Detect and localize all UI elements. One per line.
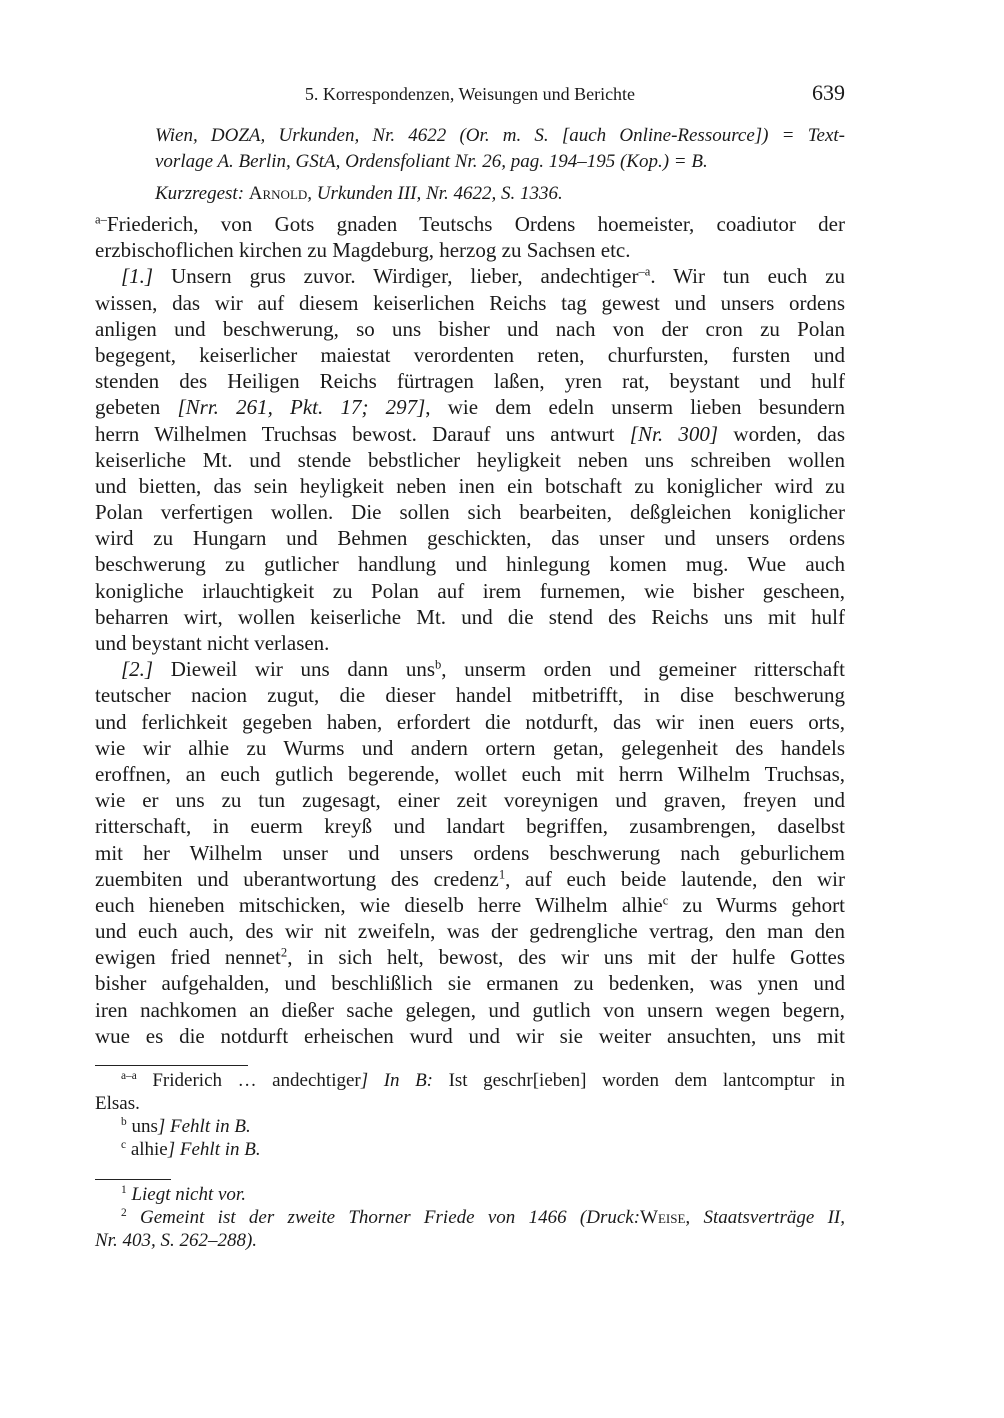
text-line — [95, 970, 845, 996]
text-segment: wue es die notdurft erheischen wurd und wir sie weiter ansuchten, uns mit — [95, 1023, 845, 1048]
text-segment: und bietten, das sein heyligkeit neben inen ein botschaft zu koniglicher wird zu — [95, 473, 845, 498]
text-segment: und beystant nicht verlasen. — [95, 631, 330, 655]
text-line — [155, 150, 845, 176]
text-segment: wird zu Hungarn und Behmen geschickten, das unser und unsers ordens — [95, 526, 845, 551]
note-marker: 2 — [280, 945, 288, 960]
italic-text: ] In B: — [360, 1070, 434, 1091]
text-segment: Friederich, von Gots gnaden Teutschs Ordens hoemeister, coadiutor der — [106, 212, 845, 236]
text-line — [155, 124, 845, 150]
page-number: 639 — [812, 80, 845, 105]
text-line — [95, 1115, 845, 1138]
text-line — [95, 1069, 845, 1092]
text-line — [95, 840, 845, 866]
italic-text: Gemeint ist der zweite Thorner Friede von 1466 (Druck: — [126, 1207, 641, 1228]
text-segment: zu Wurms gehort — [668, 892, 845, 917]
text-segment: anligen und beschwerung, so uns bisher und nach von der cron zu Polan — [95, 316, 845, 341]
italic-text: Nr. 403, S. 262–288). — [95, 1230, 258, 1251]
text-line — [95, 735, 845, 761]
text-segment: . Wir tun euch zu — [650, 264, 845, 289]
text-line — [155, 182, 845, 208]
text-line — [95, 499, 845, 525]
text-line — [95, 1183, 845, 1206]
running-title: 5. Korrespondenzen, Weisungen und Berichte — [304, 84, 636, 104]
italic-text: [Nrr. 261, Pkt. 17; 297] — [177, 395, 426, 420]
text-segment: eroffnen, an euch gutlich begerende, wollet euch mit herrn Wilhelm Truchsas, — [95, 761, 845, 786]
running-header — [95, 80, 845, 108]
text-segment: wie wir alhie zu Wurms und andern ortern getan, gelegenheit des handels — [95, 735, 845, 760]
text-line — [95, 866, 845, 892]
text-line — [95, 290, 845, 316]
note-marker: b — [435, 657, 442, 672]
italic-text: [Nr. 300] — [629, 421, 719, 446]
text-line — [95, 918, 845, 944]
text-segment: herrn Wilhelmen Truchsas bewost. Darauf uns antwurt — [95, 421, 630, 446]
text-segment: gebeten — [95, 395, 178, 420]
text-line — [95, 211, 845, 237]
italic-text: [2.] — [121, 657, 154, 682]
text-segment: konigliche irlauchtigkeit zu Polan auf irem furnemen, wie bisher gescheen, — [95, 578, 845, 603]
text-segment: beharren wirt, wollen keiserliche Mt. und die stend des Reichs uns mit hulf — [95, 604, 845, 629]
text-line — [95, 656, 845, 682]
text-segment: zuembiten und uberantwortung des credenz — [95, 866, 499, 891]
italic-text: ] Fehlt in B. — [157, 1116, 251, 1137]
text-segment: ewigen fried nennet — [95, 945, 281, 970]
note-marker: c — [662, 893, 669, 908]
italic-text: , Urkunden III, Nr. 4622, S. 1336. — [307, 183, 563, 205]
italic-text: vorlage A. Berlin, GStA, Ordensfoliant Nr. 26, pag. 194–195 (Kop.) = B. — [155, 151, 708, 173]
text-line — [95, 1229, 845, 1252]
text-line — [95, 630, 845, 656]
textual-notes — [95, 1069, 845, 1161]
text-segment: begegent, keiserlicher maiestat verordenten reten, churfursten, fursten und — [95, 342, 845, 367]
text-line — [95, 342, 845, 368]
text-line — [95, 1206, 845, 1229]
text-line — [95, 525, 845, 551]
text-segment: Dieweil wir uns dann uns — [153, 657, 435, 682]
text-segment: Weise — [640, 1207, 686, 1228]
text-segment: wie er uns zu tun zugesagt, einer zeit voreynigen und graven, freyen und — [95, 788, 845, 813]
text-line — [95, 944, 845, 970]
text-segment: Arnold — [248, 183, 308, 205]
note-marker: 1 — [498, 867, 506, 882]
note-marker: a– — [95, 212, 107, 227]
text-line — [95, 263, 845, 289]
text-segment: wissen, das wir auf diesem keiserlichen Reichs tag gewest und unsers ordens — [95, 290, 845, 315]
text-line — [95, 473, 845, 499]
text-segment: Polan verfertigen wollen. Die sollen sich bearbeiten, deßgleichen koniglicher — [95, 500, 845, 525]
note-marker: 1 — [121, 1184, 127, 1197]
text-segment: Elsas. — [95, 1093, 140, 1114]
italic-text: [1.] — [121, 264, 154, 289]
text-line — [95, 237, 845, 263]
text-segment: keiserliche Mt. und stende bebstlicher heyligkeit neben uns schreiben wollen — [95, 447, 845, 472]
source-citations — [155, 124, 845, 209]
text-line — [95, 316, 845, 342]
text-segment: und euch auch, des wir nit zweifeln, was der gedrengliche vertrag, den man den — [95, 919, 845, 944]
text-segment: Friderich … andechtiger — [136, 1070, 361, 1091]
text-segment: erzbischoflichen kirchen zu Magdeburg, herzog zu Sachsen etc. — [95, 238, 631, 263]
footnotes — [95, 1183, 845, 1252]
note-marker: c — [121, 1139, 127, 1152]
text-line — [95, 604, 845, 630]
text-segment: alhie — [126, 1139, 168, 1160]
text-line — [95, 551, 845, 577]
text-line — [95, 761, 845, 787]
italic-text: Wien, DOZA, Urkunden, Nr. 4622 (Or. m. S. [auch Online-Ressource]) = Text- — [155, 125, 845, 146]
text-line — [95, 892, 845, 918]
text-line — [95, 1138, 845, 1161]
text-line — [95, 709, 845, 735]
italic-text: Liegt nicht vor. — [126, 1184, 246, 1205]
text-segment: beschwerung zu gutlicher handlung und hinlegung komen mug. Wue auch — [95, 552, 845, 577]
text-segment: , unserm orden und gemeiner ritterschaft — [441, 657, 846, 682]
note-marker: a–a — [121, 1070, 137, 1083]
text-line — [95, 578, 845, 604]
text-line — [95, 447, 845, 473]
text-line — [95, 813, 845, 839]
text-segment: , auf euch beide lautende, den wir — [505, 866, 845, 891]
text-segment: iren nachkomen an dießer sache gelegen, und gutlich von unsern wegen begern, — [95, 997, 845, 1022]
note-marker: –a — [638, 264, 651, 279]
italic-text: , Staatsverträge II, — [685, 1207, 845, 1228]
text-segment: uns — [126, 1116, 158, 1137]
note-marker: b — [121, 1116, 127, 1129]
text-segment: euch hieneben mitschicken, wie dieselb herre Wilhelm alhie — [95, 892, 663, 917]
italic-text: Kurzregest: — [155, 183, 249, 205]
italic-text: ] Fehlt in B. — [167, 1139, 261, 1160]
text-line — [95, 787, 845, 813]
text-segment: stenden des Heiligen Reichs fürtragen laßen, yren rat, beystant und hulf — [95, 369, 845, 394]
text-line — [95, 1023, 845, 1049]
text-segment: bisher aufgehalden, und beschlißlich sie ermanen zu bedenken, was ynen und — [95, 971, 845, 996]
text-line — [95, 1092, 845, 1115]
textual-notes-rule — [95, 1065, 248, 1066]
text-line — [95, 682, 845, 708]
text-segment: ritterschaft, in euerm kreyß und landart begriffen, zusambrengen, daselbst — [95, 814, 845, 839]
text-line — [95, 394, 845, 420]
footnotes-rule — [95, 1179, 171, 1180]
text-segment: , wie dem edeln unserm lieben besundern — [425, 395, 846, 420]
letter-body — [95, 211, 845, 1049]
text-line — [95, 368, 845, 394]
text-segment: , in sich helt, bewost, des wir uns mit der hulfe Gottes — [287, 945, 845, 970]
text-segment: Ist geschr[ieben] worden dem lantcomptur in — [433, 1070, 846, 1091]
text-segment: worden, das — [718, 421, 845, 446]
note-marker: 2 — [121, 1207, 127, 1220]
text-segment: mit her Wilhelm unser und unsers ordens beschwerung nach geburlichem — [95, 840, 845, 865]
text-segment: teutscher nacion zugut, die dieser handel mitbetrifft, in dise beschwerung — [95, 683, 845, 708]
text-line — [95, 997, 845, 1023]
text-segment: Unsern grus zuvor. Wirdiger, lieber, andechtiger — [153, 264, 639, 289]
text-line — [95, 421, 845, 447]
text-segment: und ferlichkeit gegeben haben, erfordert die notdurft, das wir inen euers orts, — [95, 709, 845, 734]
